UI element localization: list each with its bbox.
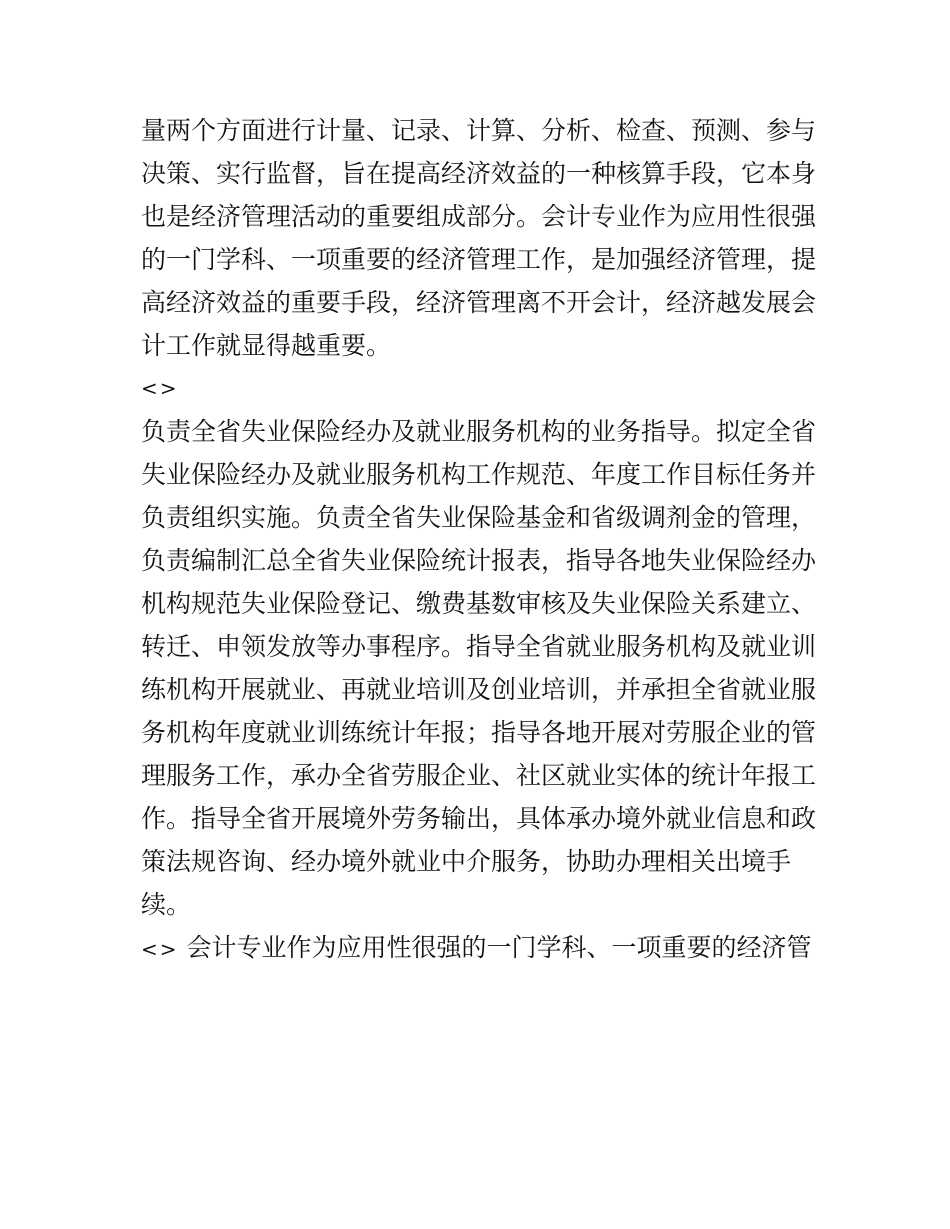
- text-line: 量两个方面进行计量、记录、计算、分析、检查、预测、参与: [141, 116, 817, 145]
- text-line: 负责全省失业保险经办及就业服务机构的业务指导。拟定全省: [141, 417, 817, 446]
- text-line: 会计专业作为应用性很强的一门学科、一项重要的经济管: [178, 933, 812, 962]
- text-line: 决策、实行监督，旨在提高经济效益的一种核算手段，它本身: [141, 159, 817, 188]
- text-line: 机构规范失业保险登记、缴费基数审核及失业保险关系建立、: [141, 589, 817, 618]
- text-line: 策法规咨询、经办境外就业中介服务，协助办理相关出境手: [141, 847, 792, 876]
- text-line: 务机构年度就业训练统计年报；指导各地开展对劳服企业的管: [141, 718, 817, 747]
- text-line: 作。指导全省开展境外劳务输出，具体承办境外就业信息和政: [141, 804, 817, 833]
- paragraph-accounting-major: [141, 926, 821, 969]
- text-line: 的一门学科、一项重要的经济管理工作，是加强经济管理，提: [141, 245, 817, 274]
- section-marker: <>: [141, 376, 179, 400]
- section-marker: <>: [141, 937, 179, 961]
- text-line: 转迁、申领发放等办事程序。指导全省就业服务机构及就业训: [141, 632, 817, 661]
- text-line: 续。: [141, 890, 192, 919]
- text-line: 失业保险经办及就业服务机构工作规范、年度工作目标任务并: [141, 460, 817, 489]
- text-line: 高经济效益的重要手段，经济管理离不开会计，经济越发展会: [141, 288, 817, 317]
- paragraph-accounting-definition: [141, 109, 821, 367]
- text-line: 理服务工作，承办全省劳服企业、社区就业实体的统计年报工: [141, 761, 817, 790]
- text-line: 练机构开展就业、再就业培训及创业培训，并承担全省就业服: [141, 675, 817, 704]
- text-line: 计工作就显得越重要。: [141, 331, 392, 360]
- text-line: 负责编制汇总全省失业保险统计报表，指导各地失业保险经办: [141, 546, 817, 575]
- text-line: 负责组织实施。负责全省失业保险基金和省级调剂金的管理，: [141, 503, 817, 532]
- document-body: [141, 109, 821, 969]
- text-line: 也是经济管理活动的重要组成部分。会计专业作为应用性很强: [141, 202, 817, 231]
- paragraph-unemployment-insurance: [141, 410, 821, 926]
